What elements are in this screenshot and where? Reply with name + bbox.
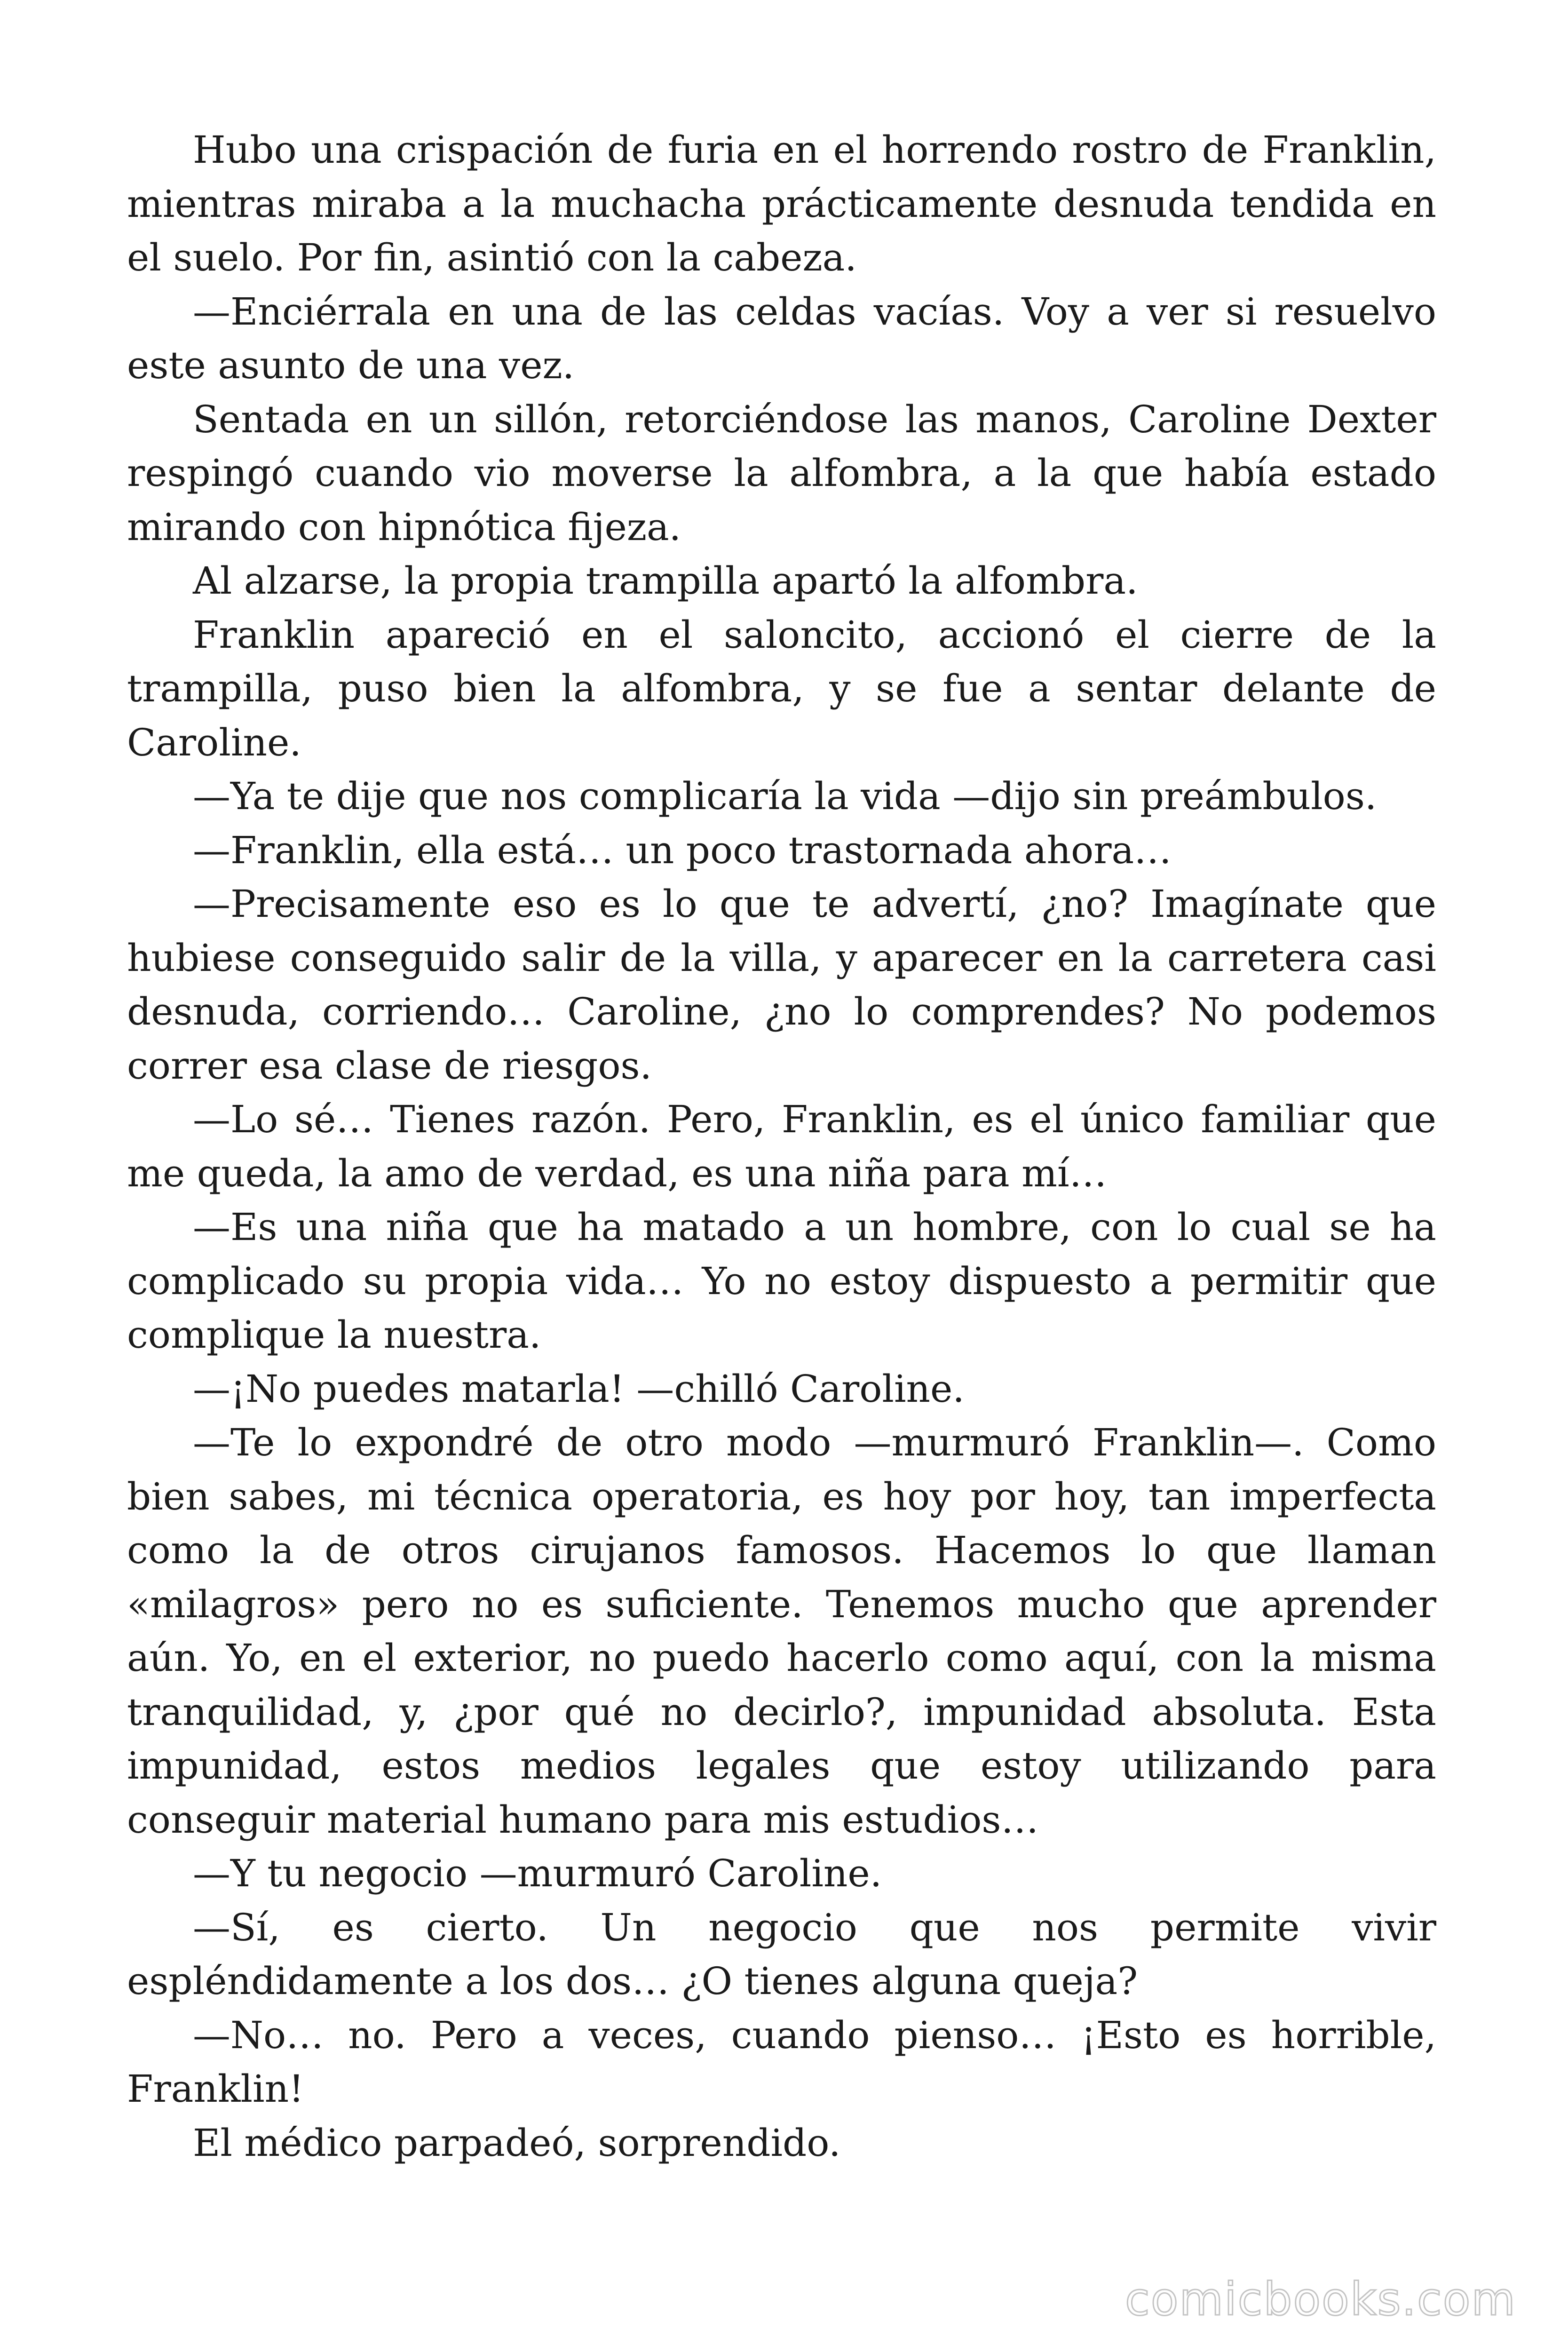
paragraph-16: El médico parpadeó, sorprendido. <box>193 2121 841 2165</box>
paragraph-14: —Sí, es cierto. Un negocio que nos permite vivir espléndidamente a los dos… ¿O tienes alguna queja? <box>127 1905 1436 2003</box>
paragraph-10: —Es una niña que ha matado a un hombre, con lo cual se ha complicado su propia vida… Yo no estoy dispuesto a permitir que complique la nuestra. <box>127 1205 1436 1357</box>
paragraph-3: Sentada en un sillón, retorciéndose las manos, Caroline Dexter respingó cuando vio moverse la alfombra, a la que había estado mirando con hipnótica fijeza. <box>127 397 1436 549</box>
paragraph-5: Franklin apareció en el saloncito, accionó el cierre de la trampilla, puso bien la alfombra, y se fue a sentar delante de Caroline. <box>127 612 1436 764</box>
watermark: comicbooks.com <box>1125 2273 1516 2326</box>
paragraph-6: —Ya te dije que nos complicaría la vida —dijo sin preámbulos. <box>193 774 1377 818</box>
paragraph-9: —Lo sé… Tienes razón. Pero, Franklin, es el único familiar que me queda, la amo de verdad, es una niña para mí… <box>127 1097 1436 1195</box>
paragraph-11: —¡No puedes matarla! —chilló Caroline. <box>193 1367 965 1411</box>
paragraph-12: —Te lo expondré de otro modo —murmuró Franklin—. Como bien sabes, mi técnica operatoria, es hoy por hoy, tan imperfecta como la de otros cirujanos famosos. Hacemos lo que llaman «milagros» pero no es suficiente. Tenemos mucho que aprender aún. Yo, en el exterior, no puedo hacerlo como aquí, con la misma tranquilidad, y, ¿por qué no decirlo?, impunidad absoluta. Esta impunidad, estos medios legales que estoy utilizando para conseguir material humano para mis estudios… <box>127 1421 1436 1842</box>
paragraph-8: —Precisamente eso es lo que te advertí, ¿no? Imagínate que hubiese conseguido salir de la villa, y aparecer en la carretera casi desnuda, corriendo… Caroline, ¿no lo comprendes? No podemos correr esa clase de riesgos. <box>127 882 1436 1088</box>
paragraph-4: Al alzarse, la propia trampilla apartó la alfombra. <box>193 559 1138 603</box>
paragraph-15: —No… no. Pero a veces, cuando pienso… ¡Esto es horrible, Franklin! <box>127 2013 1436 2111</box>
paragraph-1: Hubo una crispación de furia en el horrendo rostro de Franklin, mientras miraba a la muchacha prácticamente desnuda tendida en el suelo. Por fin, asintió con la cabeza. <box>127 128 1436 279</box>
paragraph-13: —Y tu negocio —murmuró Caroline. <box>193 1851 882 1895</box>
body-text <box>127 123 1436 2170</box>
paragraph-2: —Enciérrala en una de las celdas vacías. Voy a ver si resuelvo este asunto de una vez. <box>127 289 1436 387</box>
paragraph-7: —Franklin, ella está… un poco trastornada ahora… <box>193 828 1172 872</box>
